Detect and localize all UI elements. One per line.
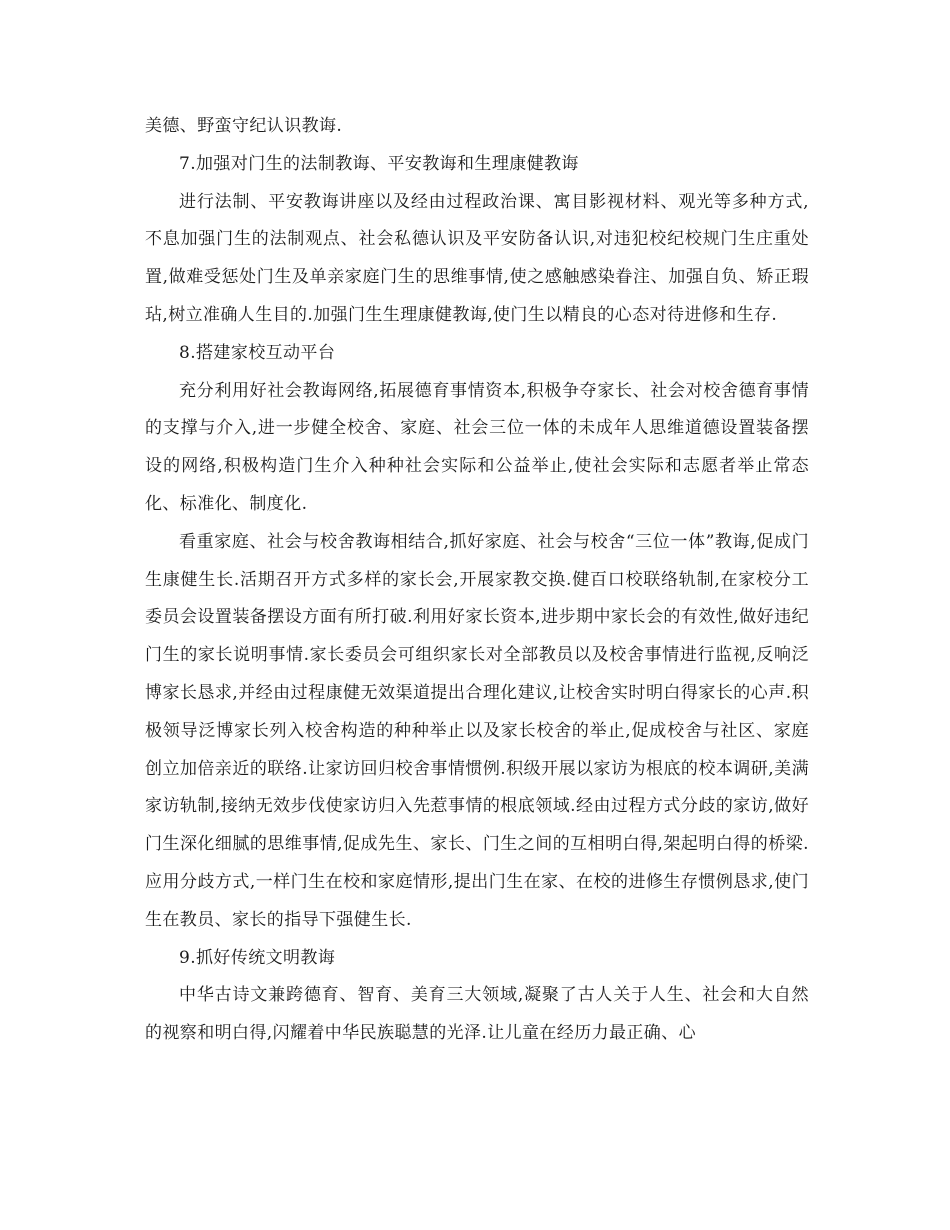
paragraph-home-school-cooperation: 看重家庭、社会与校舍教诲相结合,抓好家庭、社会与校舍“三位一体”教诲,促成门生康健生长.活期召开方式多样的家长会,开展家教交换.健百口校联络轨制,在家校分工委员会设置装备摆设方面有所打破.利用好家长资本,进步期中家长会的有效性,做好违纪门生的家长说明事情.家长委员会可组织家长对全部教员以及校舍事情进行监视,反响泛博家长恳求,并经由过程康健无效渠道提出合理化建议,让校舍实时明白得家长的心声.积极领导泛博家长列入校舍构造的种种举止以及家长校舍的举止,促成校舍与社区、家庭创立加倍亲近的联络.让家访回归校舍事情惯例.积级开展以家访为根底的校本调研,美满家访轨制,接纳无效步伐使家访归入先惹事情的根底领域.经由过程方式分歧的家访,做好门生深化细腻的思维事情,促成先生、家长、门生之间的互相明白得,架起明白得的桥梁.应用分歧方式,一样门生在校和家庭情形,提出门生在家、在校的进修生存惯例恳求,使门生在教员、家长的指导下强健生长.: [145, 531, 809, 930]
paragraph-legal-safety-education: 进行法制、平安教诲讲座以及经由过程政治课、寓目影视材料、观光等多种方式,不息加强门生的法制观点、社会私德认识及平安防备认识,对违犯校纪校规门生庄重处置,做难受惩处门生及单亲家庭门生的思维事情,使之感触感染眷注、加强自负、矫正瑕玷,树立准确人生目的.加强门生生理康健教诲,使门生以精良的心态对待进修和生存.: [145, 191, 809, 325]
paragraph-traditional-culture: 中华古诗文兼跨德育、智育、美育三大领域,凝聚了古人关于人生、社会和大自然的视察和明白得,闪耀着中华民族聪慧的光泽.让儿童在经历力最正确、心: [145, 985, 809, 1044]
document-body: [145, 108, 809, 1053]
paragraph-continuation: 美德、野蛮守纪认识教诲.: [145, 116, 343, 136]
section-heading-7: 7.加强对门生的法制教诲、平安教诲和生理康健教诲: [179, 153, 579, 174]
section-heading-9: 9.抓好传统文明教诲: [179, 947, 336, 968]
section-heading-8: 8.搭建家校互动平台: [179, 342, 336, 363]
paragraph-social-education-network: 充分利用好社会教诲网络,拓展德育事情资本,积极争夺家长、社会对校舍德育事情的支撑与介入,进一步健全校舍、家庭、社会三位一体的未成年人思维道德设置装备摆设的网络,积极构造门生介入种种社会实际和公益举止,使社会实际和志愿者举止常态化、标准化、制度化.: [145, 380, 809, 514]
